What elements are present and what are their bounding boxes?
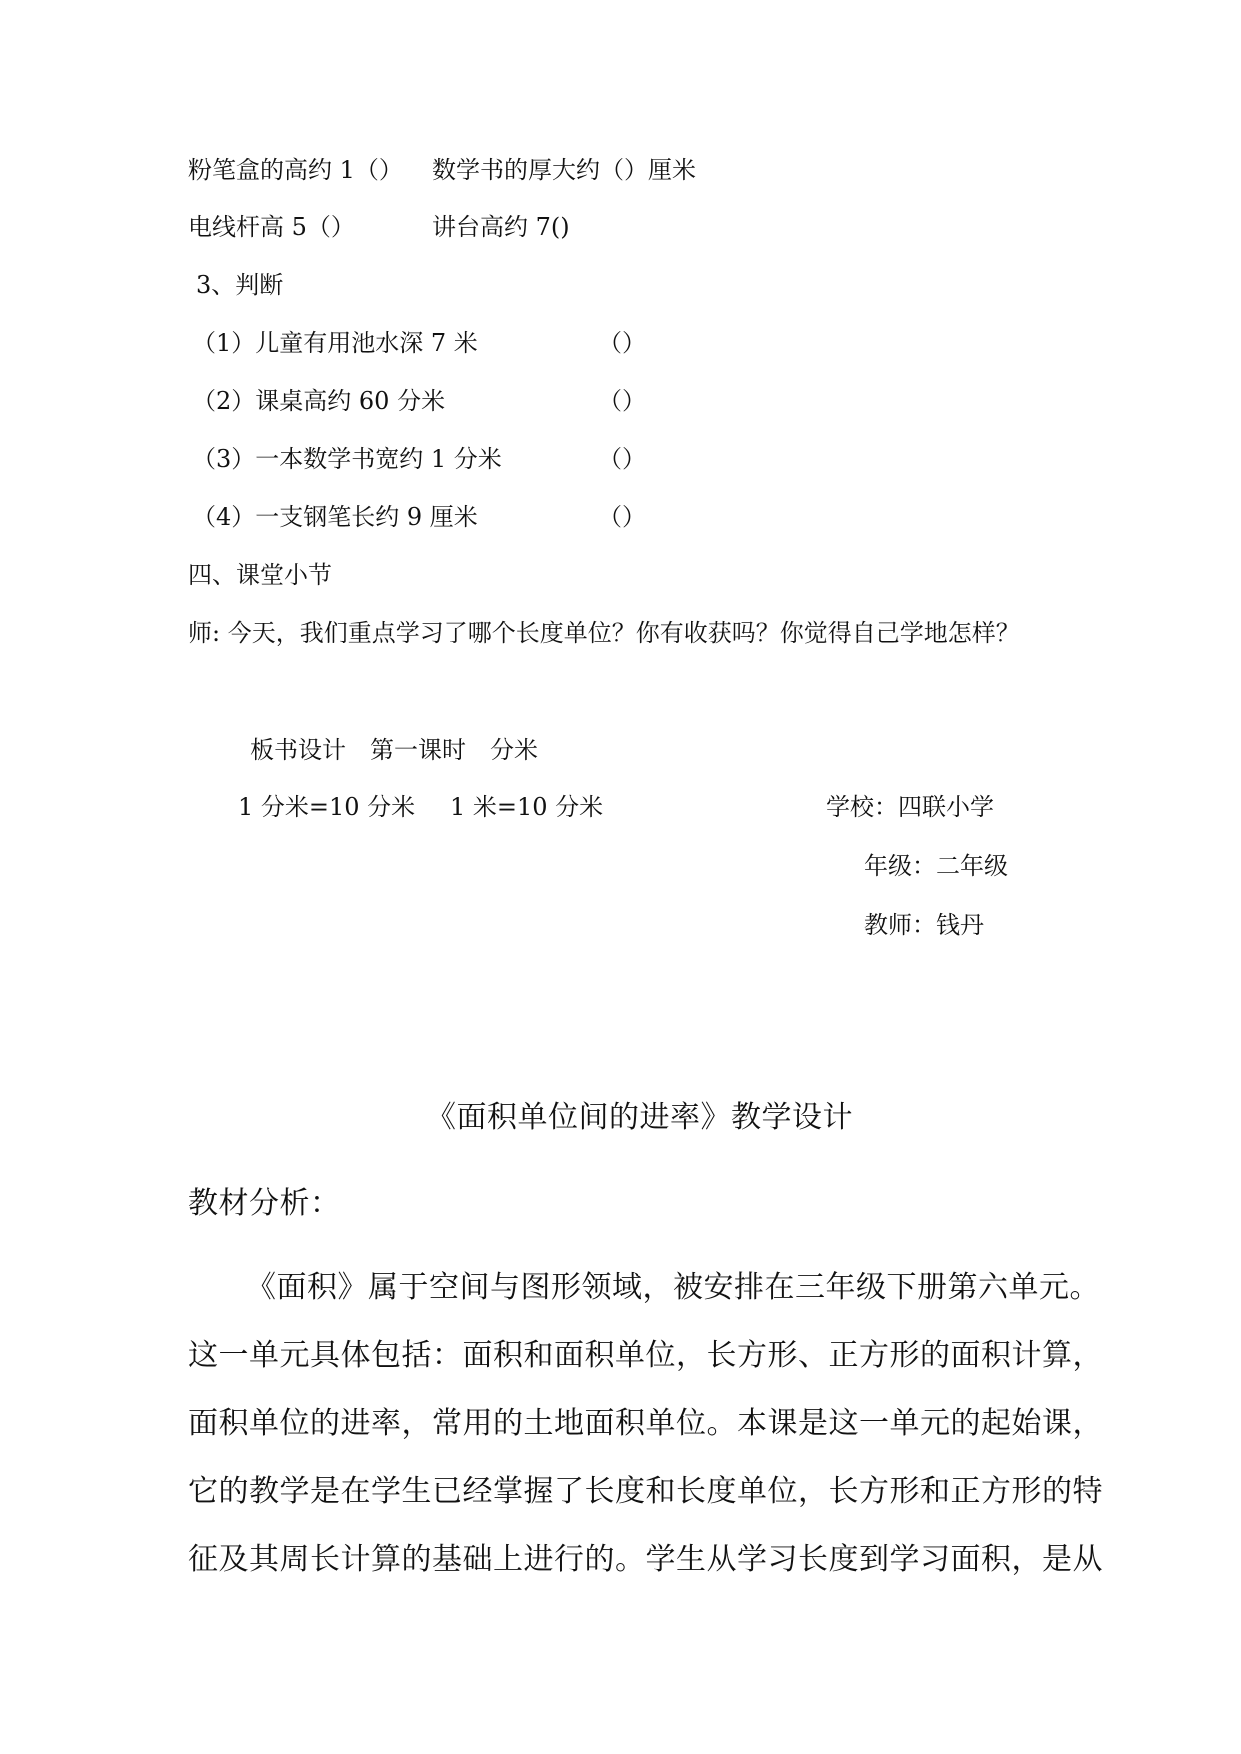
paragraph-line-1: 《面积》属于空间与图形领域，被安排在三年级下册第六单元。 xyxy=(246,1270,1100,1305)
lesson-title: 《面积单位间的进率》教学设计 xyxy=(426,1100,853,1135)
summary-heading: 四、课堂小节 xyxy=(188,561,332,589)
judge-item-2: （2）课桌高约 60 分米 xyxy=(192,387,446,415)
fill-item-podium: 讲台高约 7() xyxy=(432,213,570,241)
paragraph-line-2: 这一单元具体包括：面积和面积单位，长方形、正方形的面积计算， xyxy=(188,1338,1103,1373)
judge-answer-2: （） xyxy=(598,387,646,415)
judge-heading: 3、判断 xyxy=(196,271,284,299)
board-design-title: 板书设计 第一课时 分米 xyxy=(250,736,538,764)
section-heading-material-analysis: 教材分析： xyxy=(188,1186,341,1221)
school-label: 学校：四联小学 xyxy=(826,793,994,821)
judge-answer-1: （） xyxy=(598,329,646,357)
board-formula-decimeter: 1 分米=10 分米 xyxy=(238,793,416,821)
fill-item-pole: 电线杆高 5（） xyxy=(188,213,355,241)
paragraph-line-3: 面积单位的进率，常用的土地面积单位。本课是这一单元的起始课， xyxy=(188,1406,1103,1441)
judge-item-3: （3）一本数学书宽约 1 分米 xyxy=(192,445,502,473)
judge-item-4: （4）一支钢笔长约 9 厘米 xyxy=(192,503,478,531)
judge-item-1: （1）儿童有用池水深 7 米 xyxy=(192,329,478,357)
judge-answer-3: （） xyxy=(598,445,646,473)
fill-item-math-book: 数学书的厚大约（）厘米 xyxy=(432,156,696,184)
board-formula-meter: 1 米=10 分米 xyxy=(450,793,604,821)
teacher-label: 教师：钱丹 xyxy=(864,911,984,939)
paragraph-line-5: 征及其周长计算的基础上进行的。学生从学习长度到学习面积，是从 xyxy=(188,1542,1103,1577)
judge-answer-4: （） xyxy=(598,503,646,531)
fill-item-chalk-box: 粉笔盒的高约 1（） xyxy=(188,156,403,184)
grade-label: 年级：二年级 xyxy=(864,852,1008,880)
teacher-question: 师: 今天，我们重点学习了哪个长度单位？你有收获吗？你觉得自己学地怎样？ xyxy=(188,619,1020,647)
paragraph-line-4: 它的教学是在学生已经掌握了长度和长度单位，长方形和正方形的特 xyxy=(188,1474,1103,1509)
